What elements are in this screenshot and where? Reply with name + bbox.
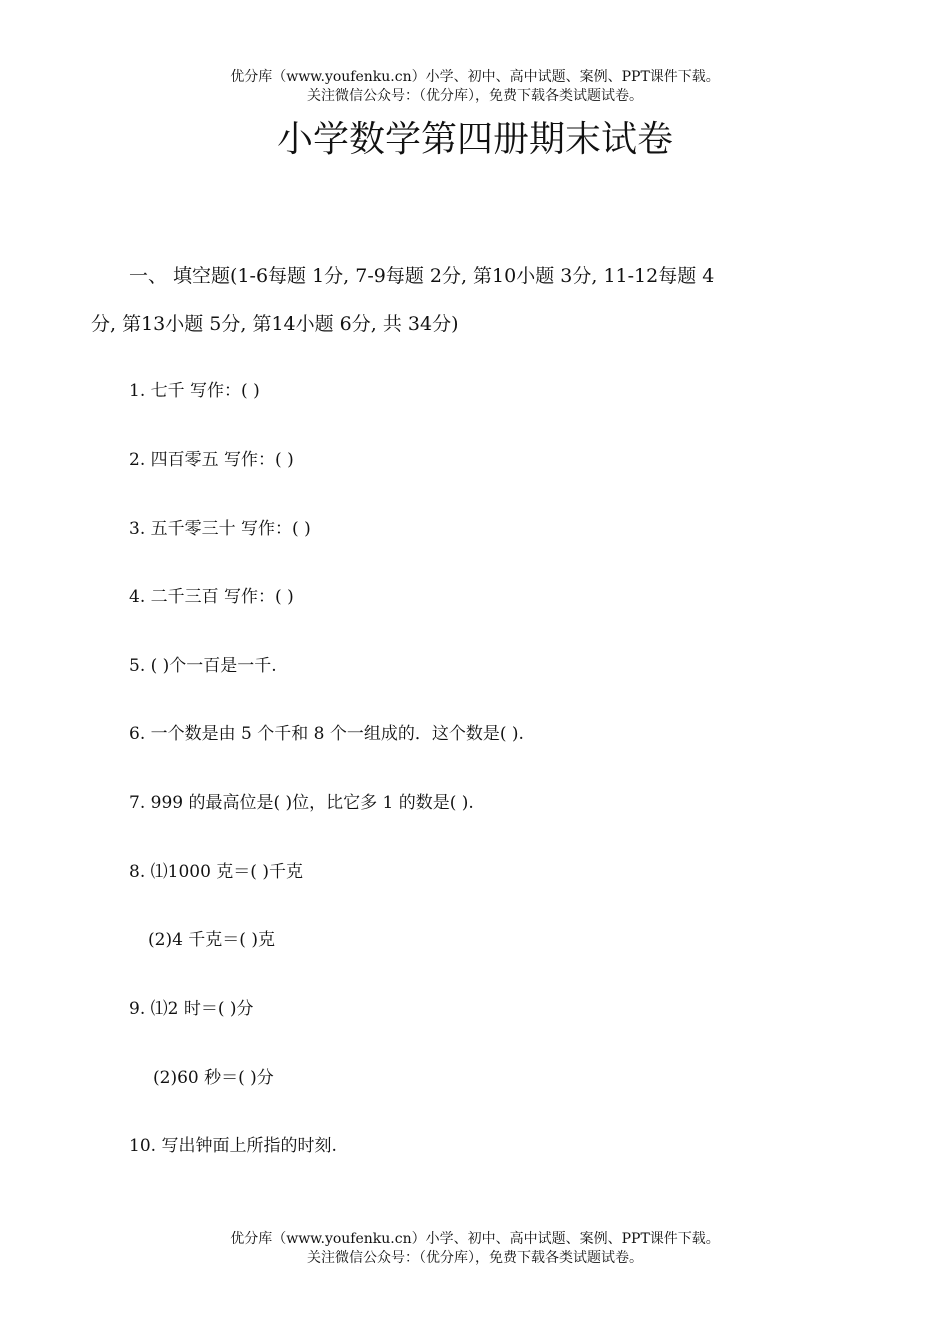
question-7: 7. 999 的最高位是( )位，比它多 1 的数是( ). <box>129 793 474 813</box>
question-3: 3. 五千零三十 写作：( ) <box>129 519 311 539</box>
section-heading-line-1: 一、 填空题(1-6每题 1分, 7-9每题 2分, 第10小题 3分, 11-12每题 4 <box>129 265 715 287</box>
footer-line-2: 关注微信公众号：（优分库），免费下载各类试题试卷。 <box>307 1250 643 1266</box>
header-line-2: 关注微信公众号：（优分库），免费下载各类试题试卷。 <box>307 88 643 104</box>
header-line-1: 优分库（www.youfenku.cn）小学、初中、高中试题、案例、PPT课件下载。 <box>230 69 720 85</box>
question-6: 6. 一个数是由 5 个千和 8 个一组成的．这个数是( ). <box>129 724 524 744</box>
question-10: 10. 写出钟面上所指的时刻. <box>129 1136 337 1156</box>
question-1: 1. 七千 写作：( ) <box>129 381 260 401</box>
section-heading-line-2: 分, 第13小题 5分, 第14小题 6分, 共 34分) <box>91 313 459 335</box>
question-5: 5. ( )个一百是一千. <box>129 656 277 676</box>
footer-line-1: 优分库（www.youfenku.cn）小学、初中、高中试题、案例、PPT课件下载。 <box>230 1231 720 1247</box>
page-title: 小学数学第四册期末试卷 <box>276 119 673 160</box>
question-2: 2. 四百零五 写作：( ) <box>129 450 294 470</box>
question-9-part-2: (2)60 秒＝( )分 <box>153 1068 274 1088</box>
question-8-part-2: (2)4 千克＝( )克 <box>148 930 275 950</box>
question-4: 4. 二千三百 写作：( ) <box>129 587 294 607</box>
question-9-part-1: 9. ⑴2 时＝( )分 <box>129 999 254 1019</box>
question-8-part-1: 8. ⑴1000 克＝( )千克 <box>129 862 303 882</box>
